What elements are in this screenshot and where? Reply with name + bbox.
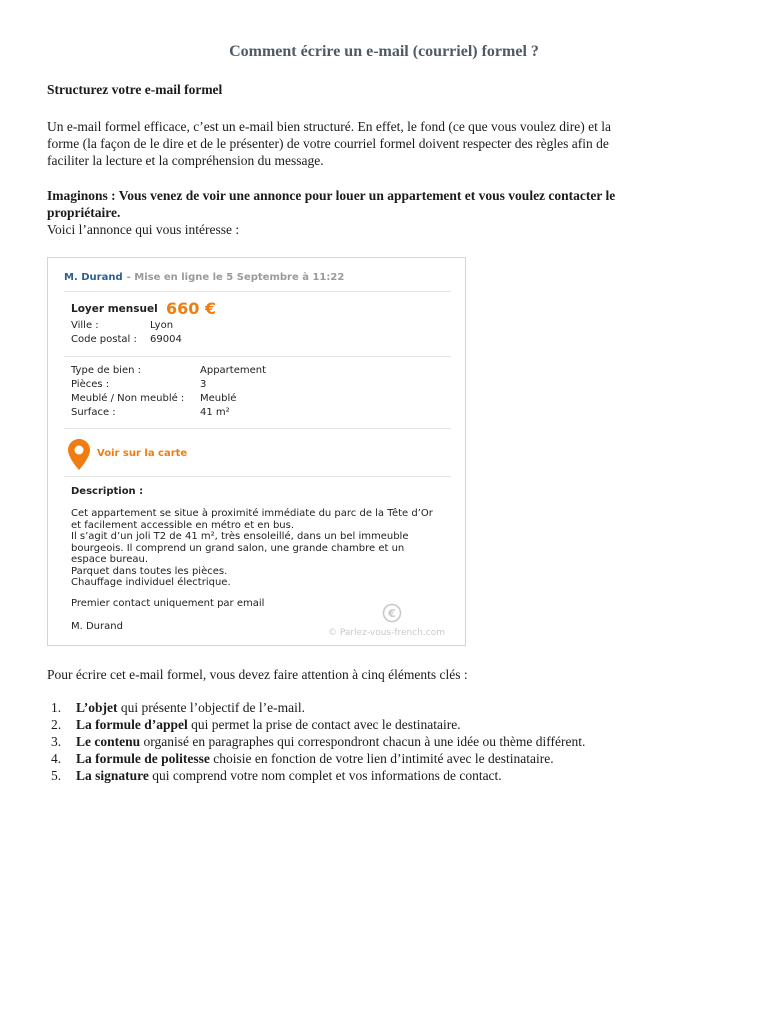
- list-text: [76, 733, 585, 750]
- list-item: [0, 750, 768, 767]
- intro-line: faciliter la lecture et la compréhension du message.: [47, 153, 324, 168]
- description-text: [71, 508, 433, 589]
- scenario-paragraph: [47, 187, 615, 238]
- map-pin-hole: [75, 446, 84, 455]
- view-map-link[interactable]: Voir sur la carte: [97, 448, 188, 459]
- list-description: qui comprend votre nom complet et vos informations de contact.: [148, 768, 502, 783]
- description-line: espace bureau.: [71, 554, 149, 565]
- list-number: 1.: [51, 700, 62, 715]
- list-description: organisé en paragraphes qui correspondront chacun à une idée ou thème différent.: [140, 734, 586, 749]
- key-elements-list: [0, 699, 768, 784]
- list-number: 5.: [51, 768, 62, 783]
- divider: [64, 356, 451, 357]
- scenario-bold-line: propriétaire.: [47, 205, 121, 220]
- list-text: [76, 767, 502, 784]
- list-term: L’objet: [76, 700, 118, 715]
- listing-card: [47, 257, 466, 646]
- euro-circle-logo-icon: [382, 603, 402, 623]
- detail-value: Appartement: [200, 365, 267, 376]
- intro-paragraph: [47, 118, 611, 169]
- list-description: qui permet la prise de contact avec le destinataire.: [187, 717, 461, 732]
- detail-value: 3: [200, 379, 207, 390]
- document-title: Comment écrire un e-mail (courriel) formel ?: [229, 43, 539, 60]
- listing-author-link[interactable]: M. Durand: [64, 272, 123, 283]
- detail-value: 41 m²: [200, 407, 230, 418]
- list-item: [0, 733, 768, 750]
- list-term: Le contenu: [76, 734, 141, 749]
- watermark-text: © Parlez-vous-french.com: [328, 628, 445, 638]
- listing-signature: M. Durand: [71, 621, 123, 632]
- list-text: [76, 750, 554, 767]
- list-item: [0, 699, 768, 716]
- description-line: et facilement accessible en métro et en bus.: [71, 519, 295, 531]
- list-term: La formule d’appel: [76, 717, 188, 732]
- section-heading: Structurez votre e-mail formel: [47, 82, 223, 97]
- detail-label: Pièces :: [71, 379, 110, 390]
- location-label: Code postal :: [71, 334, 137, 345]
- list-description: qui présente l’objectif de l’e-mail.: [117, 700, 305, 715]
- intro-line: forme (la façon de le dire et de le présenter) de votre courriel formel doivent respecter des règles afin de: [47, 136, 609, 151]
- scenario-lead-in: Voici l’annonce qui vous intéresse :: [47, 222, 240, 237]
- intro-line: Un e-mail formel efficace, c’est un e-mail bien structuré. En effet, le fond (ce que vous voulez dire) et la: [47, 119, 612, 134]
- description-label: Description :: [71, 486, 144, 497]
- description-line: Cet appartement se situe à proximité immédiate du parc de la Tête d’Or: [71, 508, 433, 519]
- list-item: [0, 716, 768, 733]
- detail-label: Type de bien :: [71, 365, 141, 376]
- scenario-bold-line: Imaginons : Vous venez de voir une annonce pour louer un appartement et vous voulez contacter le: [47, 188, 616, 203]
- map-pin-icon[interactable]: [68, 439, 90, 470]
- detail-value: Meublé: [200, 393, 237, 404]
- list-number: 2.: [51, 717, 62, 732]
- detail-label: Surface :: [71, 407, 116, 418]
- list-term: La formule de politesse: [76, 751, 210, 766]
- list-term: La signature: [76, 768, 149, 783]
- description-line: Chauffage individuel électrique.: [71, 577, 231, 588]
- listing-posted-date: - Mise en ligne le 5 Septembre à 11:22: [126, 272, 345, 283]
- contact-note: Premier contact uniquement par email: [71, 598, 265, 609]
- list-text: [76, 699, 305, 716]
- logo-symbol: €: [388, 607, 396, 620]
- checklist-intro: Pour écrire cet e-mail formel, vous devez faire attention à cinq éléments clés :: [47, 667, 468, 682]
- listing-header: [64, 272, 344, 284]
- description-line: Il s’agit d’un joli T2 de 41 m², très ensoleillé, dans un bel immeuble: [71, 531, 409, 542]
- list-item: [0, 767, 768, 784]
- divider: [64, 428, 451, 429]
- location-value: Lyon: [150, 320, 174, 331]
- list-text: [76, 716, 461, 733]
- list-number: 3.: [51, 734, 62, 749]
- rent-value: 660 €: [166, 299, 217, 318]
- rent-label: Loyer mensuel: [71, 303, 158, 315]
- divider: [64, 291, 451, 292]
- list-description: choisie en fonction de votre lien d’intimité avec le destinataire.: [209, 751, 554, 766]
- detail-label: Meublé / Non meublé :: [71, 393, 185, 404]
- description-line: bourgeois. Il comprend un grand salon, une grande chambre et un: [71, 542, 405, 554]
- list-number: 4.: [51, 751, 62, 766]
- location-value: 69004: [150, 334, 182, 345]
- divider: [64, 476, 451, 477]
- location-label: Ville :: [71, 320, 99, 331]
- description-line: Parquet dans toutes les pièces.: [71, 565, 228, 577]
